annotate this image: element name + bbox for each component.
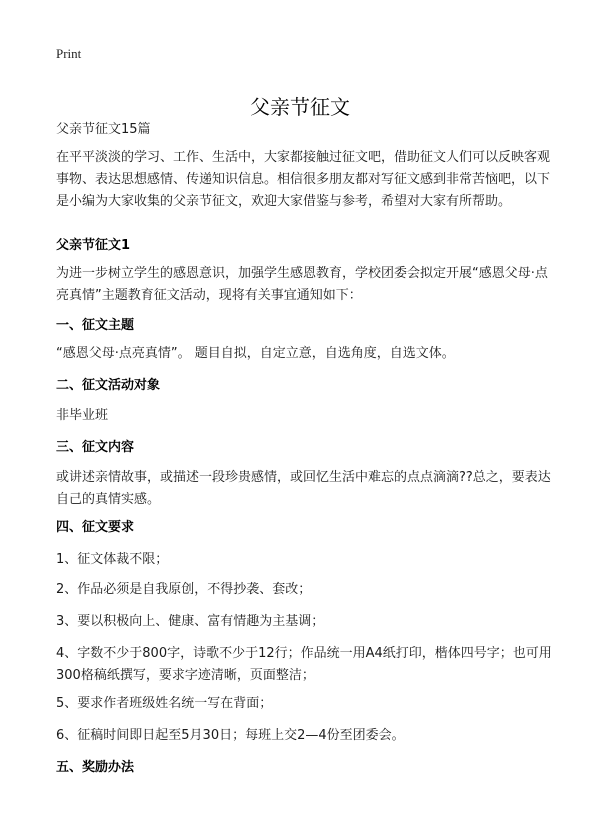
section-intro-paragraph: 为进一步树立学生的感恩意识，加强学生感恩教育，学校团委会拟定开展“感恩父母·点亮真情”主题教育征文活动，现将有关事宜通知如下： (56, 266, 548, 303)
print-link[interactable]: Print (56, 46, 82, 61)
page-title: 父亲节征文 (250, 95, 350, 120)
requirement-item: 6、征稿时间即日起至5月30日；每班上交2—4份至团委会。 (56, 728, 405, 743)
subtitle: 父亲节征文15篇 (56, 122, 151, 137)
target-text: 非毕业班 (56, 408, 109, 423)
intro-paragraph: 在平平淡淡的学习、工作、生活中，大家都接触过征文吧，借助征文人们可以反映客观事物、表达思想感情、传递知识信息。相信很多朋友都对写征文感到非常苦恼吧，以下是小编为大家收集的父亲节征文，欢迎大家借鉴与参考，希望对大家有所帮助。 (56, 150, 551, 209)
theme-text: “感恩父母·点亮真情”。 题目自拟，自定立意，自选角度，自选文体。 (56, 346, 455, 361)
requirement-item: 2、作品必须是自我原创，不得抄袭、套改； (56, 582, 312, 597)
heading-target: 二、征文活动对象 (56, 378, 161, 393)
requirement-item: 5、要求作者班级姓名统一写在背面； (56, 696, 273, 711)
section-heading-essay-1: 父亲节征文1 (56, 238, 131, 253)
requirement-item: 4、字数不少于800字，诗歌不少于12行；作品统一用A4纸打印，楷体四号字；也可用300格稿纸撰写，要求字迹清晰，页面整洁； (56, 646, 552, 683)
requirement-item: 3、要以积极向上、健康、富有情趣为主基调； (56, 614, 325, 629)
heading-content: 三、征文内容 (56, 440, 135, 455)
heading-theme: 一、征文主题 (56, 318, 135, 333)
heading-awards: 五、奖励办法 (56, 760, 135, 775)
requirement-item: 1、征文体裁不限； (56, 552, 169, 567)
content-text: 或讲述亲情故事，或描述一段珍贵感情，或回忆生活中难忘的点点滴滴??总之，要表达自己的真情实感。 (56, 470, 551, 507)
heading-requirements: 四、征文要求 (56, 520, 135, 535)
